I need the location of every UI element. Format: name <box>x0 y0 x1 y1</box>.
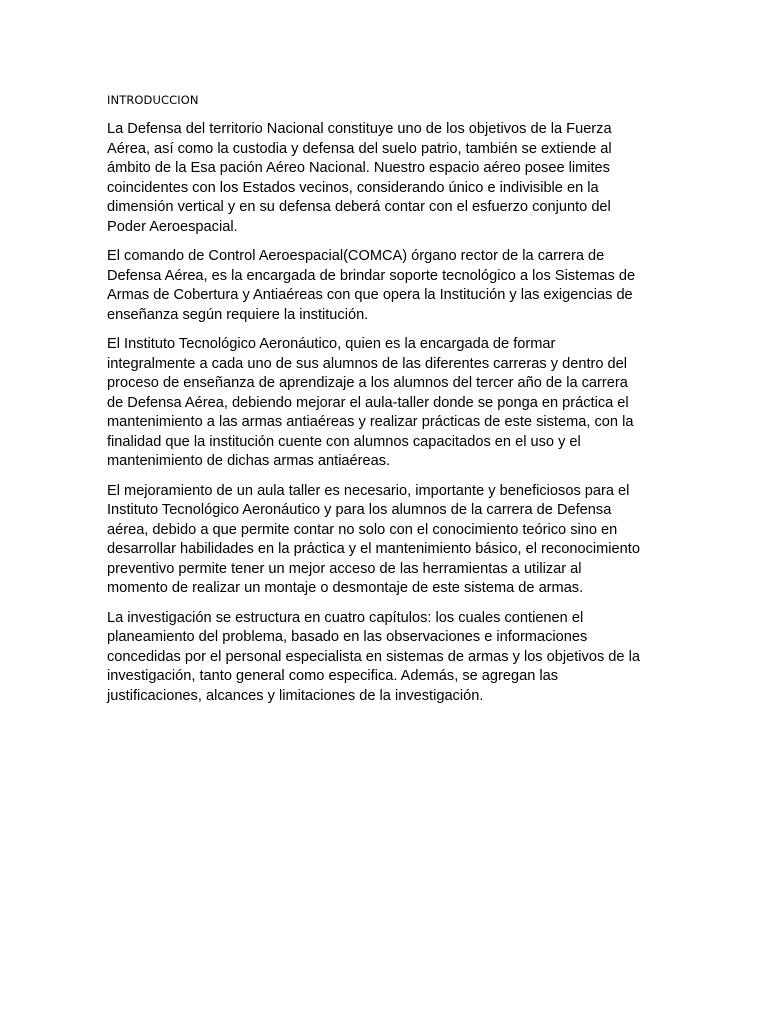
section-heading: INTRODUCCION <box>107 93 199 107</box>
paragraph-4: El mejoramiento de un aula taller es necesario, importante y beneficiosos para el Instituto Tecnológico Aeronáutico y para los alumnos de la carrera de Defensa aérea, debido a que permite contar no solo con el conocimiento teórico sino en desarrollar habilidades en la práctica y el mantenimiento básico, el reconocimiento preventivo permite tener un mejor acceso de las herramientas a utilizar al momento de realizar un montaje o desmontaje de este sistema de armas. <box>107 482 640 596</box>
paragraph-3: El Instituto Tecnológico Aeronáutico, quien es la encargada de formar integralmente a cada uno de sus alumnos de las diferentes carreras y dentro del proceso de enseñanza de aprendizaje a los alumnos del tercer año de la carrera de Defensa Aérea, debiendo mejorar el aula-taller donde se ponga en práctica el mantenimiento a las armas antiaéreas y realizar prácticas de este sistema, con la finalidad que la institución cuente con alumnos capacitados en el uso y el mantenimiento de dichas armas antiaéreas. <box>107 336 634 469</box>
paragraph-5: La investigación se estructura en cuatro capítulos: los cuales contienen el planeamiento del problema, basado en las observaciones e informaciones concedidas por el personal especialista en sistemas de armas y los objetivos de la investigación, tanto general como especifica. Además, se agregan las justificaciones, alcances y limitaciones de la investigación. <box>107 609 640 704</box>
paragraph-2: El comando de Control Aeroespacial(COMCA) órgano rector de la carrera de Defensa Aérea, es la encargada de brindar soporte tecnológico a los Sistemas de Armas de Cobertura y Antiaéreas con que opera la Institución y las exigencias de enseñanza según requiere la institución. <box>107 248 636 323</box>
paragraph-1: La Defensa del territorio Nacional constituye uno de los objetivos de la Fuerza Aérea, así como la custodia y defensa del suelo patrio, también se extiende al ámbito de la Esa pación Aéreo Nacional. Nuestro espacio aéreo posee limites coincidentes con los Estados vecinos, considerando único e indivisible en la dimensión vertical y en su defensa deberá contar con el esfuerzo conjunto del Poder Aeroespacial. <box>107 121 612 235</box>
document-page <box>107 92 659 716</box>
